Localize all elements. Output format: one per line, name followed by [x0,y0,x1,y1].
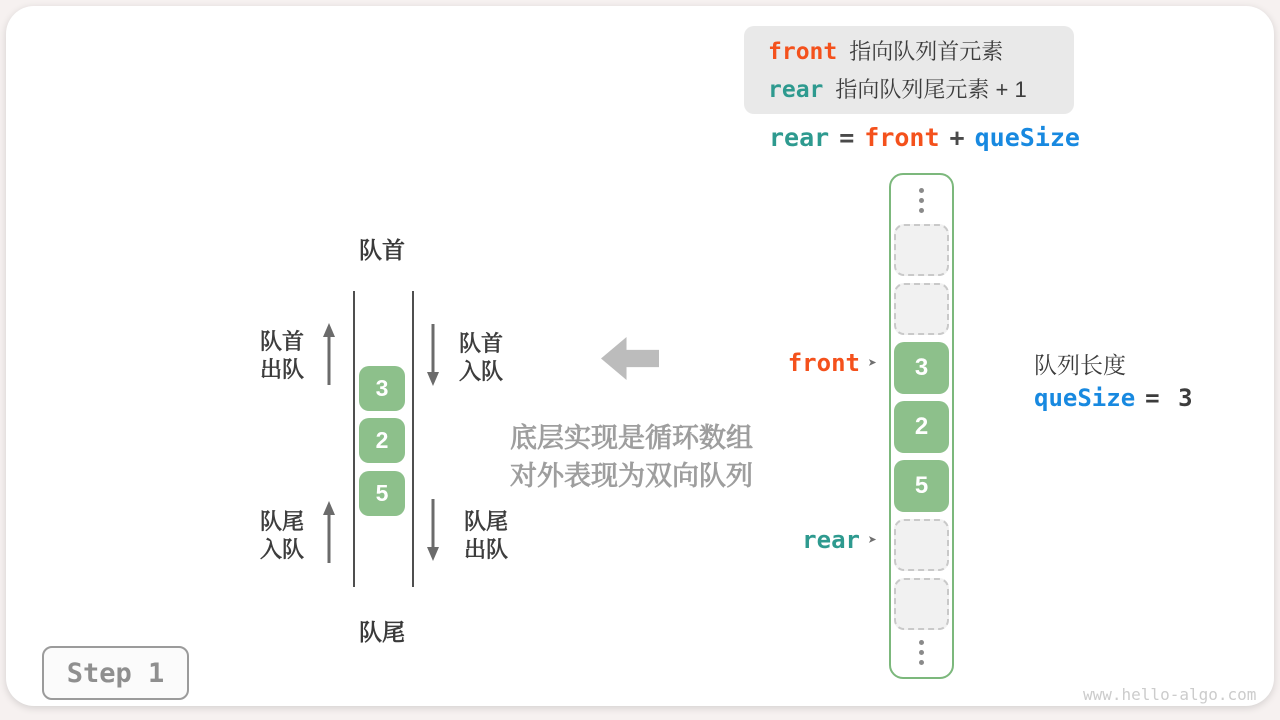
rear-formula [769,123,1080,152]
array-cell: 3 [894,342,949,394]
array-cell: 5 [894,460,949,512]
deque-right-wall [412,291,414,587]
deque-rear-label: 队尾 [359,619,405,645]
ellipsis-icon [919,188,924,213]
formula-front: front [864,123,940,152]
array-empty-cell [894,224,949,276]
array-empty-cell [894,283,949,335]
array-empty-cell [894,519,949,571]
legend-line-rear [768,71,1074,109]
arrow-up-icon [321,323,337,385]
pointer-arrow-icon: ➤ [867,354,877,372]
implementation-note: 底层实现是循环数组 对外表现为双向队列 [510,423,753,491]
ellipsis-icon [919,640,924,665]
formula-rear: rear [769,123,830,152]
front-variable: front [768,39,838,65]
rear-pointer: rear ➤ [802,526,877,554]
arrow-down-icon [425,324,441,386]
deque-cell: 5 [359,471,405,516]
queue-length-value: queSize = 3 [1034,384,1195,412]
front-pointer: front ➤ [787,349,877,377]
watermark: www.hello-algo.com [1083,685,1257,704]
deque-cell: 2 [359,418,405,463]
front-description: 指向队列首元素 [849,39,1004,64]
equals-sign: = [839,123,855,152]
deque-front-label: 队首 [359,237,405,263]
arrow-up-icon [321,501,337,563]
array-empty-cell [894,578,949,630]
queue-length-label: 队列长度 [1034,352,1126,378]
formula-quesize: queSize [974,123,1080,152]
pop-last-out-label: 队尾 出队 [463,509,508,562]
push-first-out-label: 队首 出队 [259,329,304,382]
deque-left-wall [353,291,355,587]
queue-length-info [1034,347,1195,412]
arrow-left-icon [601,337,659,380]
push-first-in-label: 队首 入队 [458,331,503,384]
pointer-legend-box [744,26,1074,114]
circular-array [889,173,954,679]
step-badge: Step 1 [42,646,189,700]
legend-line-front [768,33,1074,71]
arrow-down-icon [425,499,441,561]
deque-cell: 3 [359,366,405,411]
push-last-in-label: 队尾 入队 [259,509,304,562]
rear-description: 指向队列尾元素 + 1 [835,77,1027,102]
plus-sign: + [949,123,965,152]
array-cell: 2 [894,401,949,453]
pointer-arrow-icon: ➤ [867,531,877,549]
rear-variable: rear [768,77,824,103]
diagram-card [6,6,1274,706]
